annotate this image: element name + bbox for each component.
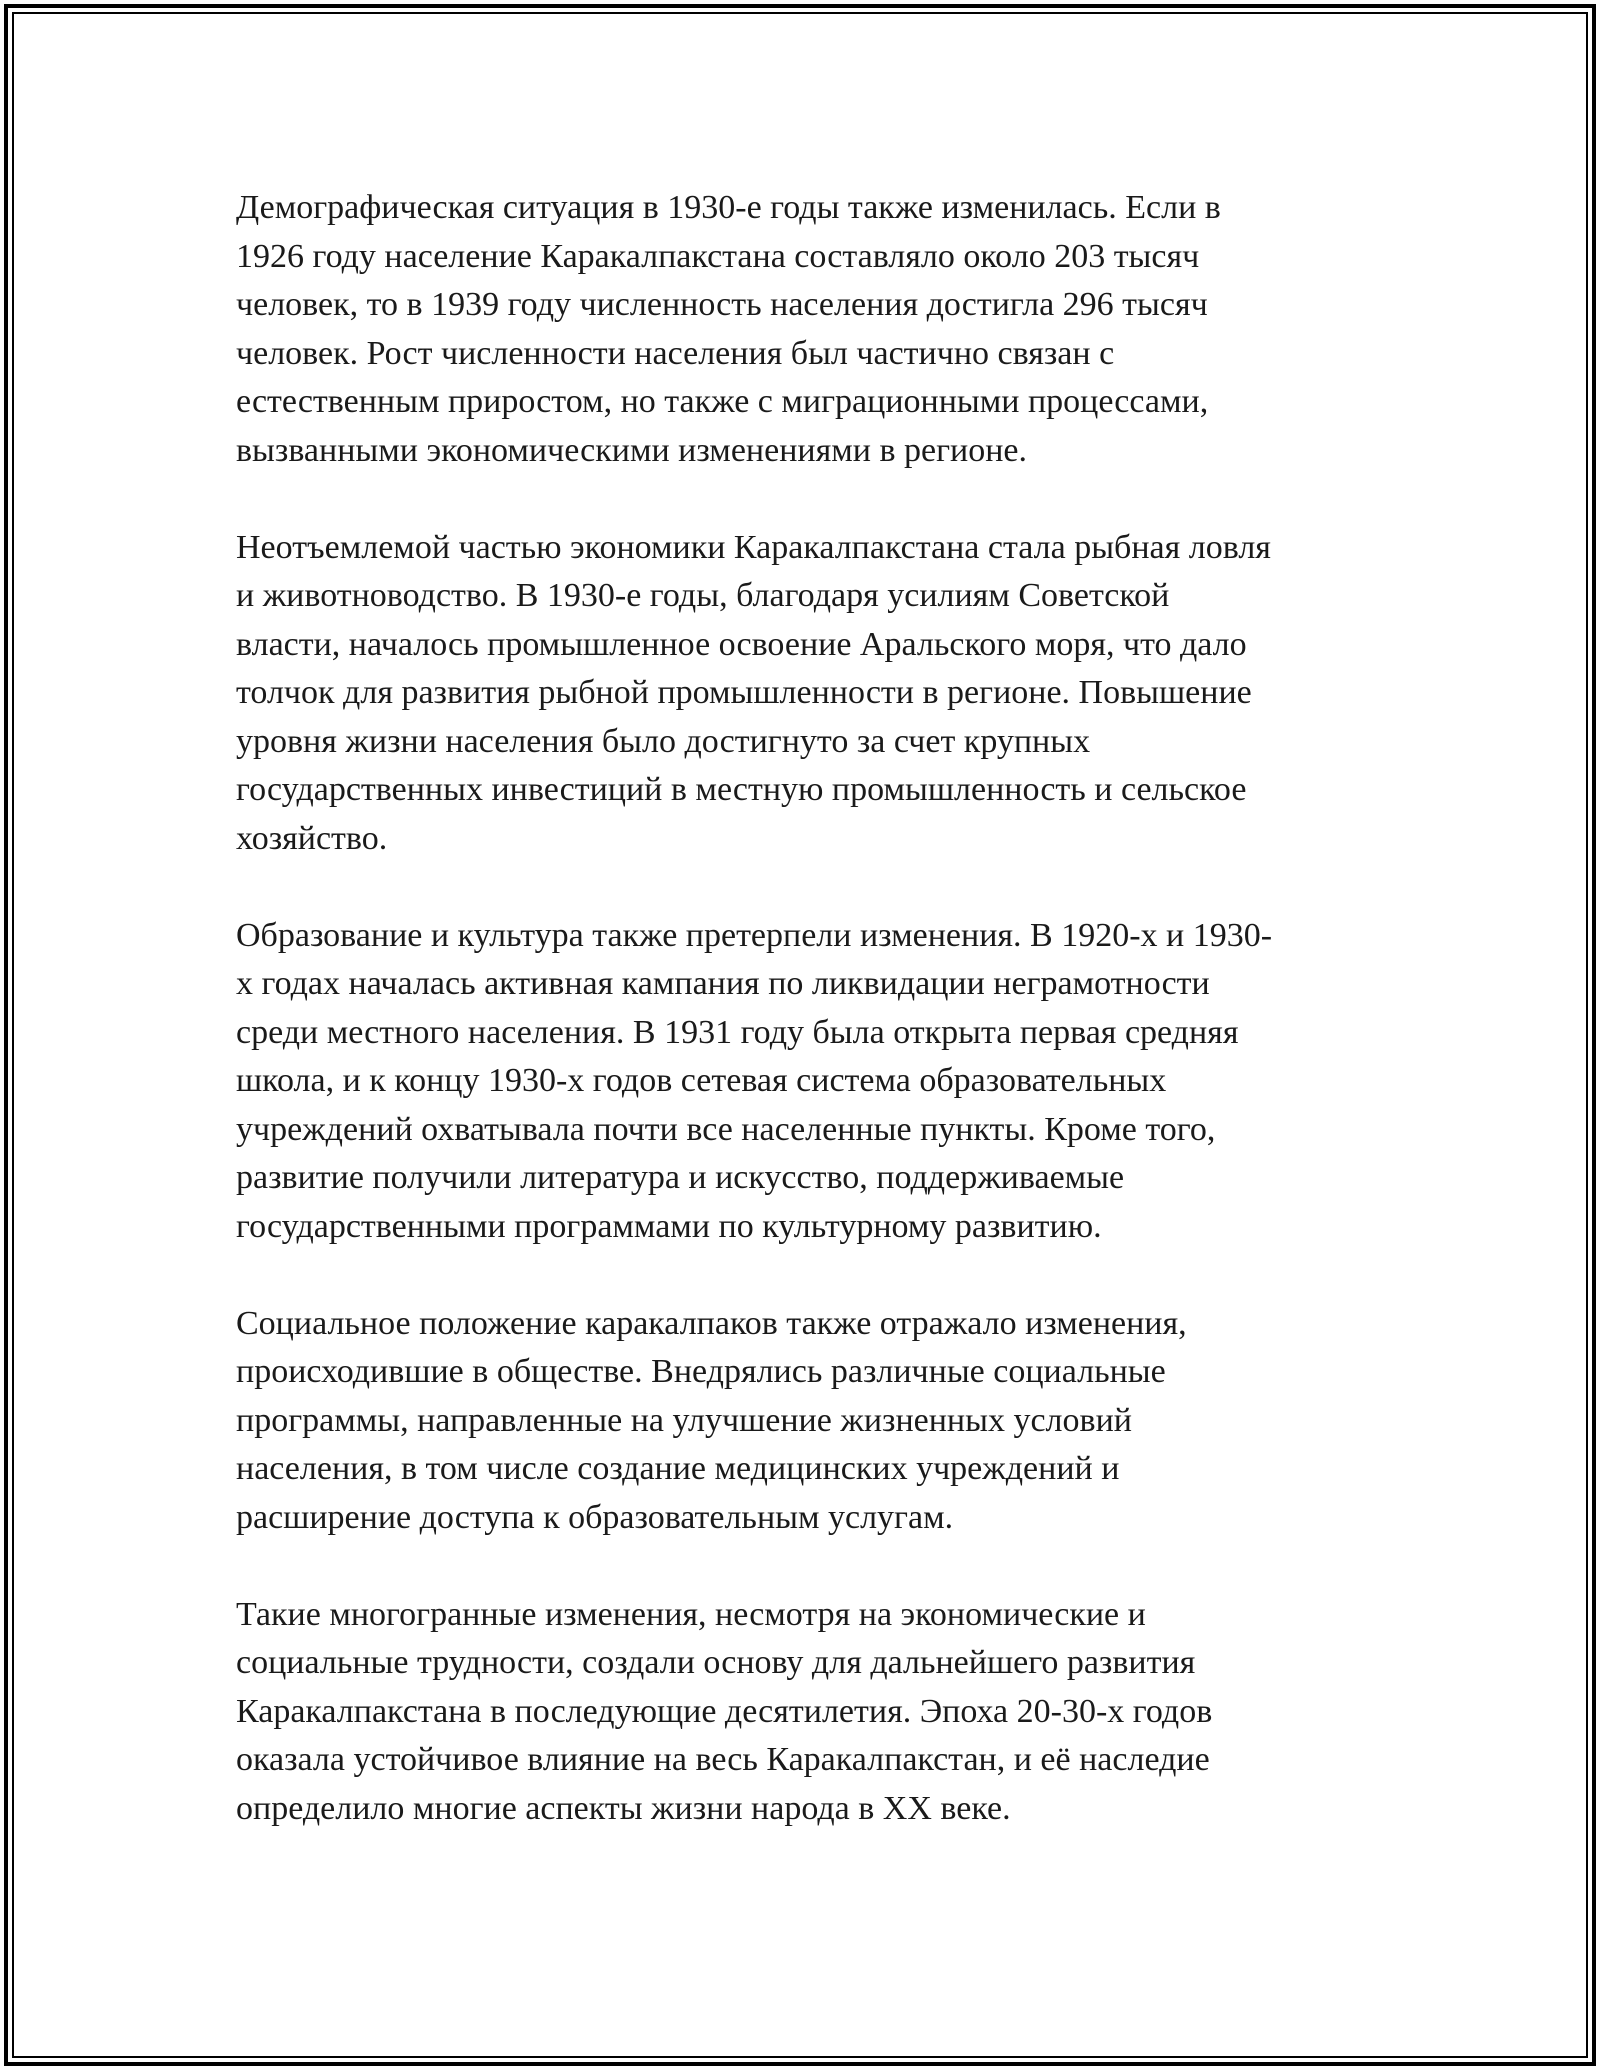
text-line: вызванными экономическими изменениями в регионе. xyxy=(236,431,1028,469)
text-line: Неотъемлемой частью экономики Каракалпакстана стала рыбная ловля xyxy=(236,528,1271,566)
text-line: толчок для развития рыбной промышленности в регионе. Повышение xyxy=(236,674,1252,711)
text-line: Каракалпакстана в последующие десятилетия. Эпоха 20-30-х годов xyxy=(236,1692,1213,1730)
text-line: уровня жизни населения было достигнуто за счет крупных xyxy=(236,722,1091,760)
text-line: государственных инвестиций в местную промышленность и сельское xyxy=(236,771,1247,808)
paragraph-social xyxy=(236,1300,1376,1543)
text-line: человек. Рост численности населения был частично связан с xyxy=(236,334,1115,372)
text-line: оказала устойчивое влияние на весь Каракалпакстан, и её наследие xyxy=(236,1741,1210,1778)
text-line: программы, направленные на улучшение жизненных условий xyxy=(236,1401,1132,1439)
text-line: развитие получили литература и искусство, поддерживаемые xyxy=(236,1159,1125,1196)
text-line: и животноводство. В 1930-е годы, благодаря усилиям Советской xyxy=(236,577,1170,614)
text-line: Такие многогранные изменения, несмотря на экономические и xyxy=(236,1595,1146,1633)
text-line: власти, началось промышленное освоение Аральского моря, что дало xyxy=(236,625,1247,663)
text-line: определило многие аспекты жизни народа в XX веке. xyxy=(236,1789,1011,1827)
text-line: расширение доступа к образовательным услугам. xyxy=(236,1498,954,1536)
paragraph-conclusion xyxy=(236,1591,1376,1834)
text-line: государственными программами по культурному развитию. xyxy=(236,1207,1102,1245)
text-line: человек, то в 1939 году численность населения достигла 296 тысяч xyxy=(236,286,1208,323)
text-line: Образование и культура также претерпели изменения. В 1920-х и 1930- xyxy=(236,916,1273,954)
text-line: учреждений охватывала почти все населенные пункты. Кроме того, xyxy=(236,1110,1216,1148)
text-line: школа, и к концу 1930-х годов сетевая система образовательных xyxy=(236,1062,1167,1099)
text-line: среди местного населения. В 1931 году была открыта первая средняя xyxy=(236,1013,1239,1051)
text-line: хозяйство. xyxy=(236,819,388,857)
text-line: населения, в том числе создание медицинских учреждений и xyxy=(236,1450,1120,1487)
text-line: Демографическая ситуация в 1930-е годы также изменилась. Если в xyxy=(236,189,1221,226)
text-line: Социальное положение каракалпаков также отражало изменения, xyxy=(236,1304,1187,1342)
text-line: х годах началась активная кампания по ликвидации неграмотности xyxy=(236,965,1210,1002)
paragraph-education-culture xyxy=(236,912,1376,1252)
text-line: происходившие в обществе. Внедрялись различные социальные xyxy=(236,1353,1166,1390)
paragraph-economy xyxy=(236,524,1376,864)
document-body xyxy=(236,184,1376,1882)
text-line: естественным приростом, но также с миграционными процессами, xyxy=(236,383,1209,420)
paragraph-demography xyxy=(236,184,1376,475)
text-line: 1926 году население Каракалпакстана составляло около 203 тысяч xyxy=(236,237,1200,275)
text-line: социальные трудности, создали основу для дальнейшего развития xyxy=(236,1644,1196,1681)
